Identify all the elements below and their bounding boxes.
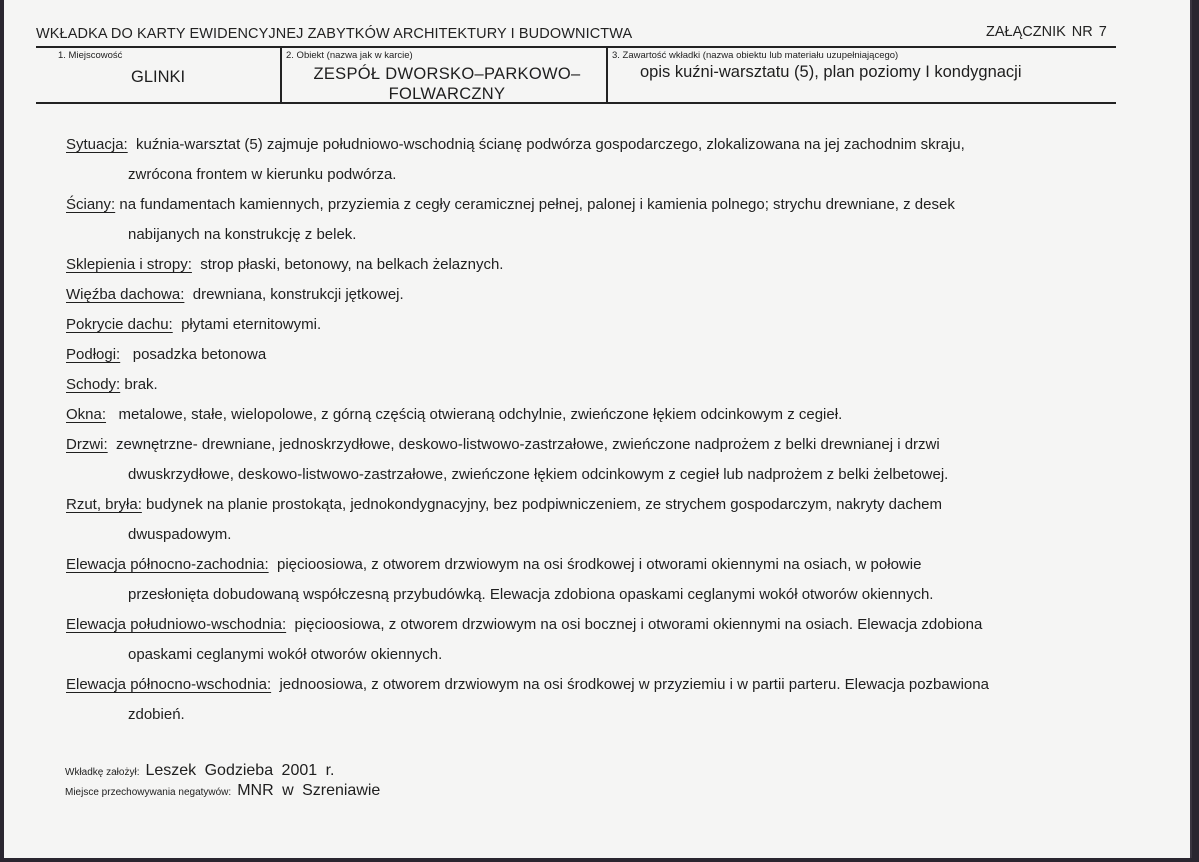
entry-text-continued: dwuskrzydłowe, deskowo-listwowo-zastrzałowe, zwieńczone łękiem odcinkowym z cegieł lub nadprożem z belki żelbetowej. (128, 466, 949, 483)
entry-elevation-se (66, 610, 1146, 670)
entry-text-continued: przesłonięta dobudowaną współczesną przybudówką. Elewacja zdobiona opaskami ceglanymi wokół otworów okiennych. (128, 586, 934, 603)
entry-label: Elewacja południowo-wschodnia: (66, 616, 287, 633)
entry-vaults-ceilings (66, 250, 1146, 280)
entry-text: na fundamentach kamiennych, przyziemia z cegły ceramicznej pełnej, palonej i kamienia polnego; strychu drewniane, z desek (119, 196, 955, 213)
entry-text: posadzka betonowa (132, 346, 267, 363)
entry-situation (66, 130, 1146, 190)
entry-windows (66, 400, 1146, 430)
entry-text-continued: zwrócona frontem w kierunku podwórza. (128, 166, 397, 183)
entry-text: płytami eternitowymi. (181, 316, 322, 333)
object-value (302, 64, 592, 104)
entry-doors (66, 430, 1146, 490)
author-row (65, 762, 380, 782)
document-footer (65, 762, 380, 802)
author-label: Wkładkę założył: (65, 767, 140, 778)
storage-value: MNR w Szreniawie (237, 782, 381, 799)
entry-text: brak. (124, 376, 158, 393)
entry-text: pięcioosiowa, z otworem drzwiowym na osi bocznej i otworami okiennymi na osiach. Elewacja zdobiona (294, 616, 983, 633)
object-cell (280, 48, 606, 102)
header-table (36, 46, 1116, 104)
entry-text: pięcioosiowa, z otworem drzwiowym na osi środkowej i otworami okiennymi na osiach, w połowie (276, 556, 922, 573)
entry-label: Podłogi: (66, 346, 121, 363)
entry-label: Schody: (66, 376, 121, 393)
entry-text-continued: opaskami ceglanymi wokół otworów okiennych. (128, 646, 443, 663)
entry-text: strop płaski, betonowy, na belkach żelaznych. (200, 256, 504, 273)
locality-cell (36, 48, 280, 102)
entry-text: jednoosiowa, z otworem drzwiowym na osi środkowej w przyziemiu i w partii parteru. Elewacja pozbawiona (279, 676, 989, 693)
author-value: Leszek Godzieba 2001 r. (145, 762, 335, 779)
storage-row (65, 782, 380, 802)
contents-value: opis kuźni-warsztatu (5), plan poziomy I kondygnacji (640, 63, 1022, 81)
entry-stairs (66, 370, 1146, 400)
entry-elevation-nw (66, 550, 1146, 610)
entry-text: budynek na planie prostokąta, jednokondygnacyjny, bez podpiwniczeniem, ze strychem gospodarczym, nakryty dachem (146, 496, 943, 513)
entry-roof-truss (66, 280, 1146, 310)
object-label: 2. Obiekt (nazwa jak w karcie) (286, 50, 413, 61)
document-page (4, 0, 1192, 858)
entry-roofing (66, 310, 1146, 340)
entry-label: Pokrycie dachu: (66, 316, 173, 333)
entry-label: Okna: (66, 406, 107, 423)
entry-text: metalowe, stałe, wielopolowe, z górną częścią otwieraną odchylnie, zwieńczone łękiem odcinkowym z cegieł. (118, 406, 843, 423)
locality-value: GLINKI (131, 68, 186, 86)
entry-label: Sytuacja: (66, 136, 128, 153)
entry-label: Ściany: (66, 196, 116, 213)
entry-label: Elewacja północno-zachodnia: (66, 556, 269, 573)
entry-label: Drzwi: (66, 436, 108, 453)
entry-text: drewniana, konstrukcji jętkowej. (192, 286, 404, 303)
entry-label: Elewacja północno-wschodnia: (66, 676, 272, 693)
entry-text-continued: zdobień. (128, 706, 185, 723)
entry-label: Rzut, bryła: (66, 496, 142, 513)
entry-text: kuźnia-warsztat (5) zajmuje południowo-wschodnią ścianę podwórza gospodarczego, zlokalizowana na jej zachodnim skraju, (136, 136, 965, 153)
object-value-line2: FOLWARCZNY (388, 85, 506, 103)
description-body (66, 130, 1146, 730)
entry-text-continued: nabijanych na konstrukcję z belek. (128, 226, 357, 243)
attachment-number: ZAŁĄCZNIK NR 7 (986, 24, 1107, 40)
contents-cell (606, 48, 1116, 102)
locality-label: 1. Miejscowość (58, 50, 123, 61)
entry-walls (66, 190, 1146, 250)
entry-label: Więźba dachowa: (66, 286, 185, 303)
contents-label: 3. Zawartość wkładki (nazwa obiektu lub materiału uzupełniającego) (612, 50, 899, 61)
entry-elevation-ne (66, 670, 1146, 730)
entry-floors (66, 340, 1146, 370)
entry-text: zewnętrzne- drewniane, jednoskrzydłowe, deskowo-listwowo-zastrzałowe, zwieńczone nadprożem z belki drewnianej i drzwi (116, 436, 940, 453)
entry-label: Sklepienia i stropy: (66, 256, 192, 273)
object-value-line1: ZESPÓŁ DWORSKO–PARKOWO– (313, 65, 581, 83)
document-title: WKŁADKA DO KARTY EWIDENCYJNEJ ZABYTKÓW ARCHITEKTURY I BUDOWNICTWA (36, 26, 633, 42)
entry-text-continued: dwuspadowym. (128, 526, 232, 543)
storage-label: Miejsce przechowywania negatywów: (65, 787, 232, 798)
entry-plan-massing (66, 490, 1146, 550)
